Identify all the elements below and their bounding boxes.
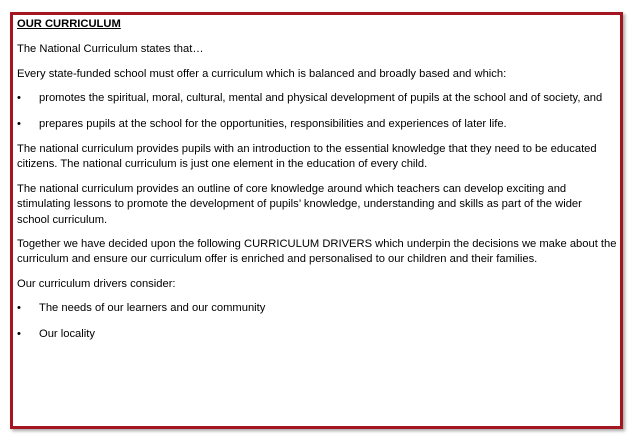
bullet-icon: • (17, 327, 21, 340)
list-item-text: promotes the spiritual, moral, cultural, mental and physical development of pupils at the school and of society, and (39, 92, 603, 105)
core-knowledge-paragraph: The national curriculum provides an outline of core knowledge around which teachers can develop exciting and stimulating lessons to promote the development of pupils’ knowledge, understanding and skills as part of the wider school curriculum. (17, 182, 582, 226)
list-item (17, 91, 617, 106)
list-item-text: The needs of our learners and our community (39, 302, 266, 315)
drivers-list (17, 301, 617, 342)
requirement-paragraph: Every state-funded school must offer a curriculum which is balanced and broadly based and which: (17, 67, 507, 80)
list-item-text: Our locality (39, 327, 95, 340)
list-item (17, 301, 617, 316)
list-item (17, 117, 617, 132)
intro-paragraph: The National Curriculum states that… (17, 43, 204, 56)
bullet-icon: • (17, 92, 21, 105)
knowledge-paragraph: The national curriculum provides pupils with an introduction to the essential knowledge that they need to be educated citizens. The national curriculum is just one element in the education of every child. (17, 143, 597, 171)
bullet-icon: • (17, 117, 21, 130)
requirement-list (17, 91, 617, 132)
curriculum-frame (10, 12, 623, 429)
curriculum-content (17, 17, 617, 352)
page-title: OUR CURRICULUM (17, 18, 121, 30)
list-item-text: prepares pupils at the school for the opportunities, responsibilities and experiences of later life. (39, 117, 507, 130)
drivers-paragraph: Together we have decided upon the following CURRICULUM DRIVERS which underpin the decisions we make about the curriculum and ensure our curriculum offer is enriched and personalised to our children and their families. (17, 238, 617, 266)
drivers-intro: Our curriculum drivers consider: (17, 277, 176, 290)
list-item (17, 327, 617, 342)
bullet-icon: • (17, 302, 21, 315)
